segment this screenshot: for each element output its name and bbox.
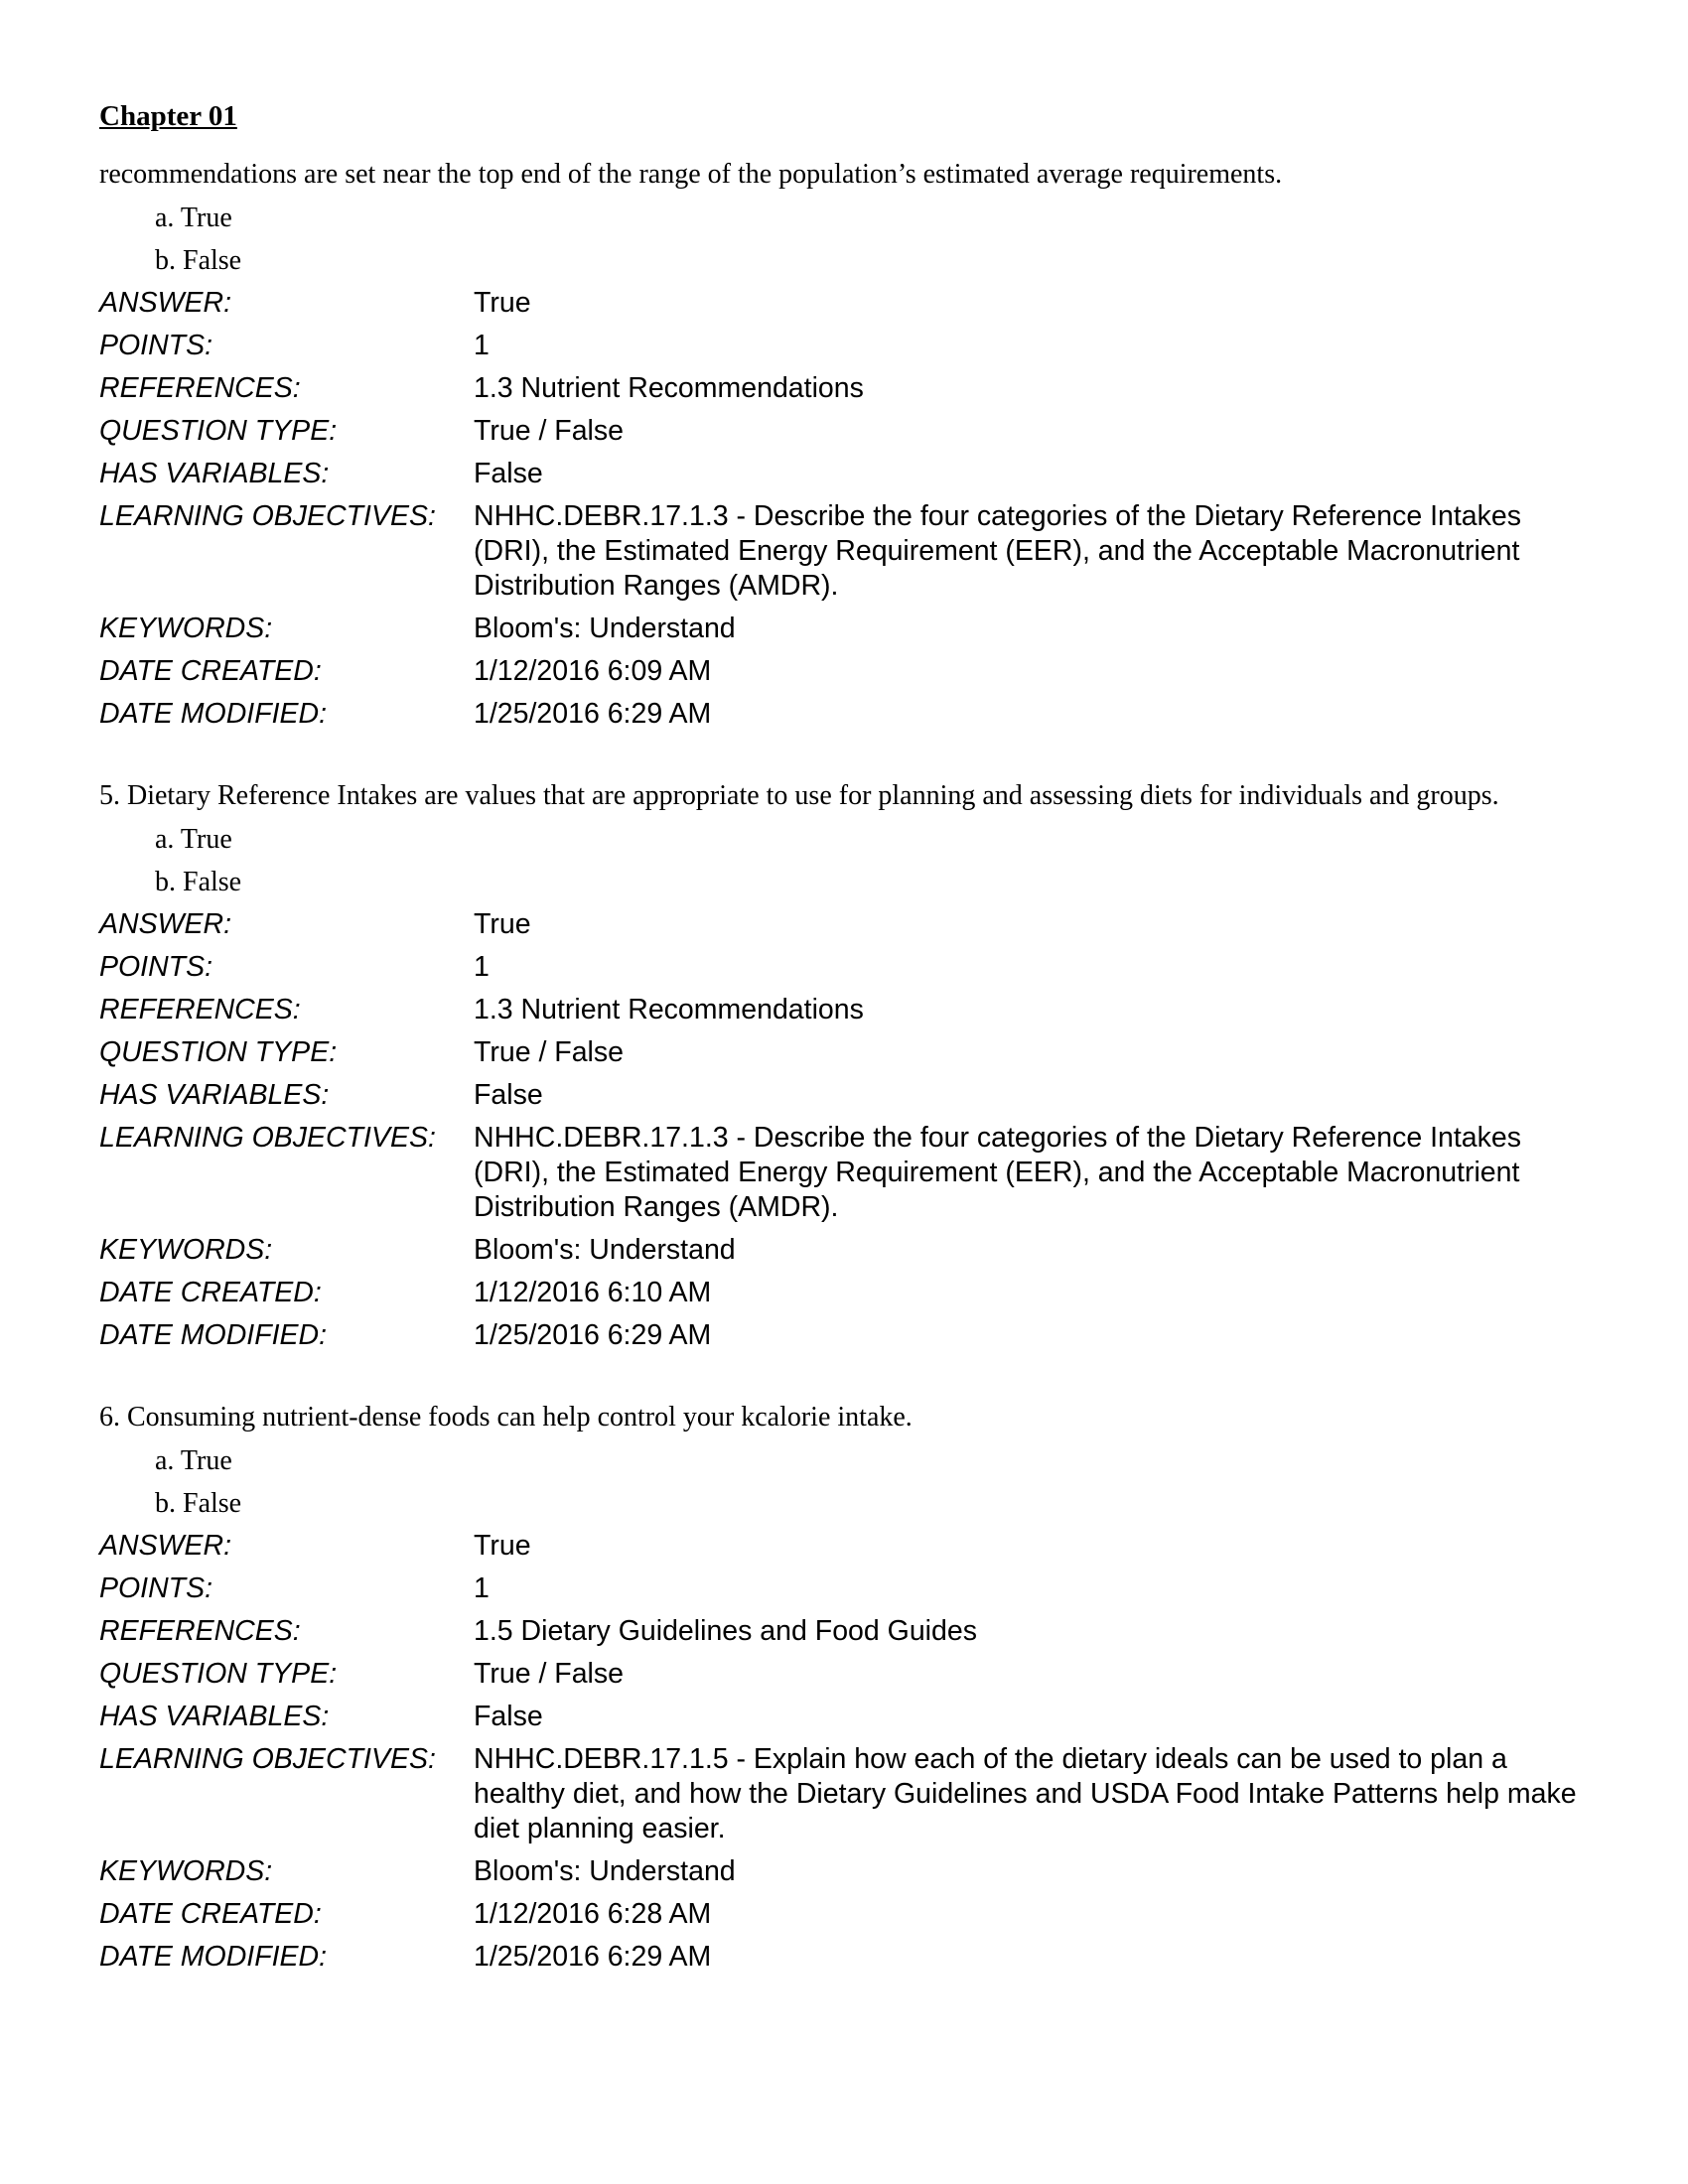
meta-answer [99,1525,1599,1568]
meta-label: REFERENCES: [99,994,301,1025]
meta-label: DATE CREATED: [99,1898,322,1930]
meta-date-created [99,1272,1599,1314]
meta-value: 1/25/2016 6:29 AM [474,698,712,730]
meta-value: Bloom's: Understand [474,613,736,644]
option-a: a. True [155,203,232,233]
question-metadata [99,1525,1599,1979]
meta-has-variables [99,1074,1599,1117]
meta-value: True [474,908,531,940]
meta-label: KEYWORDS: [99,1234,273,1266]
meta-value: Bloom's: Understand [474,1234,736,1266]
question-metadata [99,903,1599,1357]
meta-label: HAS VARIABLES: [99,1701,330,1732]
meta-value: True / False [474,1658,624,1690]
meta-value: NHHC.DEBR.17.1.3 - Describe the four categories of the Dietary Reference Intakes (DRI), the Estimated Energy Requirement (EER), and the Acceptable Macronutrient Distribution Ranges (AMDR). [474,500,1521,602]
meta-date-modified [99,693,1599,736]
meta-label: HAS VARIABLES: [99,458,330,489]
question-metadata [99,282,1599,736]
question-block [99,157,1599,736]
meta-references [99,1610,1599,1653]
answer-options [99,1439,1599,1525]
meta-label: KEYWORDS: [99,613,273,644]
meta-label: DATE CREATED: [99,655,322,687]
meta-label: KEYWORDS: [99,1855,273,1887]
option-a: a. True [155,1445,232,1476]
answer-options [99,197,1599,282]
meta-value: 1.5 Dietary Guidelines and Food Guides [474,1615,977,1647]
meta-answer [99,903,1599,946]
meta-date-modified [99,1314,1599,1357]
meta-keywords [99,608,1599,650]
meta-label: QUESTION TYPE: [99,1036,338,1068]
meta-label: QUESTION TYPE: [99,415,338,447]
meta-label: LEARNING OBJECTIVES: [99,500,436,532]
meta-points [99,946,1599,989]
meta-value: 1 [474,1572,490,1604]
question-block [99,778,1599,1357]
meta-date-created [99,650,1599,693]
meta-label: DATE MODIFIED: [99,698,328,730]
meta-value: 1/12/2016 6:28 AM [474,1898,712,1930]
meta-learning-objectives [99,495,1599,608]
meta-label: POINTS: [99,330,213,361]
meta-label: POINTS: [99,1572,213,1604]
meta-label: ANSWER: [99,287,232,319]
meta-value: 1/12/2016 6:10 AM [474,1277,712,1308]
meta-value: 1 [474,330,490,361]
meta-value: True / False [474,1036,624,1068]
meta-value: False [474,1079,543,1111]
meta-answer [99,282,1599,325]
meta-question-type [99,410,1599,453]
question-stem: 6. Consuming nutrient-dense foods can help control your kcalorie intake. [99,1402,913,1433]
meta-learning-objectives [99,1117,1599,1229]
option-b: b. False [155,1488,242,1519]
meta-label: ANSWER: [99,908,232,940]
meta-value: True [474,1530,531,1562]
answer-options [99,818,1599,903]
meta-value: Bloom's: Understand [474,1855,736,1887]
meta-label: DATE MODIFIED: [99,1319,328,1351]
meta-value: NHHC.DEBR.17.1.3 - Describe the four categories of the Dietary Reference Intakes (DRI), the Estimated Energy Requirement (EER), and the Acceptable Macronutrient Distribution Ranges (AMDR). [474,1122,1521,1223]
meta-label: REFERENCES: [99,372,301,404]
meta-label: POINTS: [99,951,213,983]
meta-references [99,367,1599,410]
meta-keywords [99,1850,1599,1893]
meta-date-modified [99,1936,1599,1979]
meta-date-created [99,1893,1599,1936]
meta-value: 1 [474,951,490,983]
meta-has-variables [99,453,1599,495]
meta-keywords [99,1229,1599,1272]
meta-value: 1/25/2016 6:29 AM [474,1319,712,1351]
chapter-title: Chapter 01 [99,100,237,132]
meta-value: 1.3 Nutrient Recommendations [474,994,864,1025]
question-block [99,1400,1599,1979]
meta-value: True / False [474,415,624,447]
meta-value: 1/12/2016 6:09 AM [474,655,712,687]
question-stem: recommendations are set near the top end of the range of the population’s estimated average requirements. [99,159,1283,190]
meta-label: REFERENCES: [99,1615,301,1647]
meta-label: HAS VARIABLES: [99,1079,330,1111]
option-a: a. True [155,824,232,855]
option-b: b. False [155,867,242,897]
question-stem: 5. Dietary Reference Intakes are values that are appropriate to use for planning and assessing diets for individuals and groups. [99,780,1499,811]
option-b: b. False [155,245,242,276]
meta-points [99,1568,1599,1610]
meta-value: 1/25/2016 6:29 AM [474,1941,712,1973]
document-page [99,95,1599,1979]
meta-value: False [474,1701,543,1732]
meta-value: False [474,458,543,489]
meta-learning-objectives [99,1738,1599,1850]
meta-references [99,989,1599,1031]
meta-label: LEARNING OBJECTIVES: [99,1743,436,1775]
meta-value: NHHC.DEBR.17.1.5 - Explain how each of the dietary ideals can be used to plan a healthy diet, and how the Dietary Guidelines and USDA Food Intake Patterns help make diet planning easier. [474,1743,1577,1844]
meta-value: True [474,287,531,319]
meta-label: ANSWER: [99,1530,232,1562]
meta-question-type [99,1653,1599,1696]
meta-points [99,325,1599,367]
meta-label: QUESTION TYPE: [99,1658,338,1690]
meta-label: DATE MODIFIED: [99,1941,328,1973]
meta-label: DATE CREATED: [99,1277,322,1308]
meta-value: 1.3 Nutrient Recommendations [474,372,864,404]
meta-question-type [99,1031,1599,1074]
meta-has-variables [99,1696,1599,1738]
meta-label: LEARNING OBJECTIVES: [99,1122,436,1154]
